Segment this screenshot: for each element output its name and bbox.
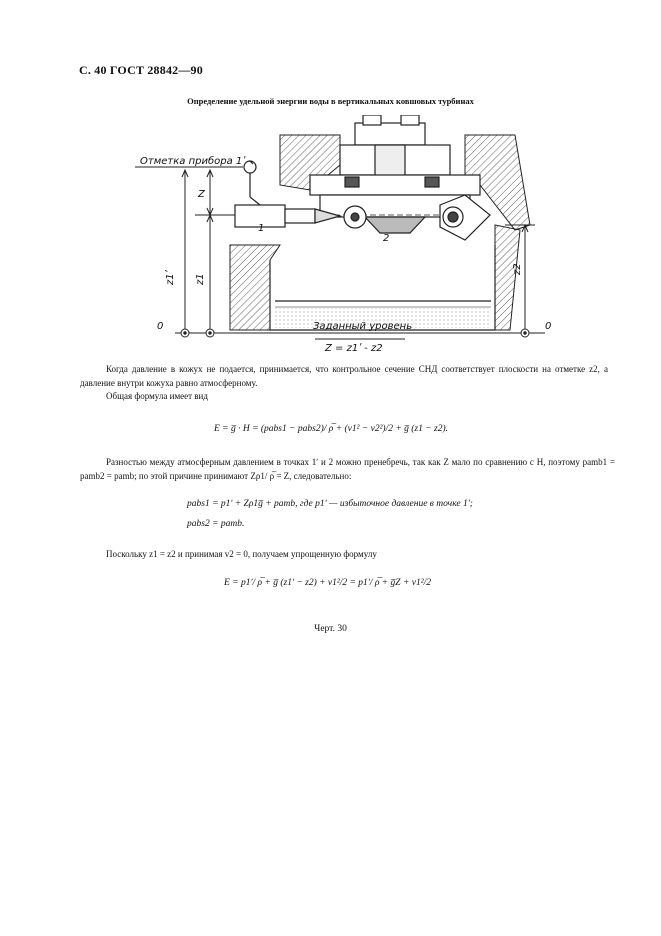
pressure-gauge	[244, 161, 260, 205]
formula-pabs1: pabs1 = p1ʹ + Zρ1g̅ + pamb, где p1ʹ — избыточное давление в точке 1ʹ;	[187, 499, 473, 509]
label-instrument: Отметка прибора 1ʹ	[140, 156, 246, 167]
label-point2: 2	[383, 233, 390, 244]
label-equation: Z = z1ʹ - z2	[325, 343, 383, 354]
figure-caption: Черт. 30	[314, 624, 347, 634]
label-z: Z	[198, 189, 205, 200]
label-level: Заданный уровень	[313, 321, 413, 332]
paragraph-3: Разностью между атмосферным давлением в точках 1ʹ и 2 можно пренебречь, так как Z мало по сравнению с H, поэтому pamb1 = pamb2 = pamb; по этой причине принимают Zρ1/ ρ̅ = Z, следовательно:	[80, 457, 615, 481]
label-zero-left: 0	[157, 321, 164, 332]
label-z1p: z1ʹ	[165, 270, 176, 285]
label-z2: z2	[512, 263, 523, 275]
paragraph-2: Общая формула имеет вид	[106, 391, 208, 401]
formula-pabs2: pabs2 = pamb.	[187, 519, 245, 529]
label-z1: z1	[195, 273, 206, 285]
label-point1: 1	[258, 223, 265, 234]
paragraph-1: Когда давление в кожух не подается, принимается, что контрольное сечение СНД соответствует плоскости на отметке z2, а давление внутри кожуха равно атмосферному.	[80, 364, 608, 388]
figure-title: Определение удельной энергии воды в вертикальных ковшовых турбинах	[187, 96, 474, 106]
water-pit	[270, 245, 495, 330]
page-header: С. 40 ГОСТ 28842—90	[79, 63, 203, 77]
turbine-diagram	[135, 115, 575, 355]
paragraph-4: Поскольку z1 = z2 и принимая v2 = 0, получаем упрощенную формулу	[106, 549, 377, 559]
formula-simplified: E = p1ʹ/ ρ̅ + g̅ (z1ʹ − z2) + v1²/2 = p1ʹ/ ρ̅ + g̅Z + v1²/2	[224, 578, 431, 588]
label-zero-right: 0	[545, 321, 552, 332]
formula-general: E = g̅ · H = (pabs1 − pabs2)/ ρ̅ + (v1² − v2²)/2 + g̅ (z1 − z2).	[214, 424, 449, 434]
